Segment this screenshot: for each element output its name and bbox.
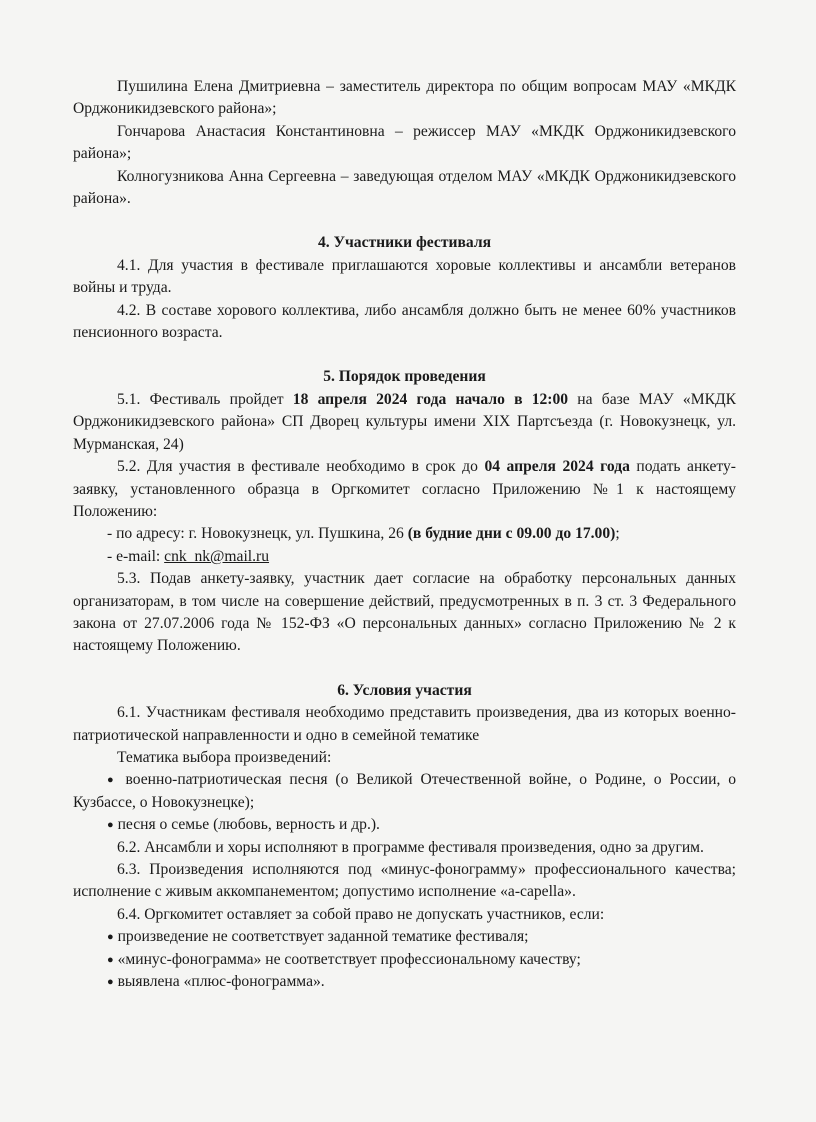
bullet-icon: ● xyxy=(107,976,114,989)
staff-member-2: Гончарова Анастасия Константиновна – режиссер МАУ «МКДК Орджоникидзевского района»; xyxy=(73,122,736,163)
reason-text: произведение не соответствует заданной тематике фестиваля; xyxy=(117,928,529,946)
address-end: ; xyxy=(615,525,620,543)
bullet-icon: ● xyxy=(107,819,114,832)
address-text: - по адресу: г. Новокузнецк, ул. Пушкина, 26 xyxy=(107,525,408,543)
section-4-2: 4.2. В составе хорового коллектива, либо ансамбля должно быть не менее 60% участников пенсионного возраста. xyxy=(73,301,736,342)
email-line xyxy=(73,546,736,568)
office-hours: (в будние дни с 09.00 до 17.00) xyxy=(407,525,616,543)
section-6-3: 6.3. Произведения исполняются под «минус-фонограмму» профессионального качества; исполнение с живым аккомпанементом; допустимо исполнение «а-capella». xyxy=(73,861,736,901)
section-5-2-text-b: подать анкету-заявку, установленного образца в Оргкомитет согласно Приложению №1 к настоящему Положению: xyxy=(73,458,736,520)
reason-item xyxy=(73,926,736,948)
festival-date: 18 апреля 2024 года начало в 12:00 xyxy=(292,390,569,408)
reason-item xyxy=(73,949,736,971)
theme-item xyxy=(73,769,736,814)
bullet-icon: ● xyxy=(107,931,114,944)
staff-member-3: Колногузникова Анна Сергеевна – заведующая отделом МАУ «МКДК Орджоникидзевского района». xyxy=(73,167,736,208)
section-5-2 xyxy=(73,456,736,523)
section-5-2-text-a: 5.2. Для участия в фестивале необходимо в срок до xyxy=(117,458,485,476)
theme-text: песня о семье (любовь, верность и др.). xyxy=(117,816,380,834)
section-6-2: 6.2. Ансамбли и хоры исполняют в программе фестиваля произведения, одно за другим. xyxy=(117,838,704,856)
section-6-title: 6. Условия участия xyxy=(337,681,472,699)
section-4-1: 4.1. Для участия в фестивале приглашаются хоровые коллективы и ансамбли ветеранов войны и труда. xyxy=(73,256,736,297)
reason-item xyxy=(73,971,736,993)
themes-label: Тематика выбора произведений: xyxy=(117,748,332,766)
section-5-title: 5. Порядок проведения xyxy=(323,368,486,386)
address-line xyxy=(73,523,736,545)
section-5-1-text-a: 5.1. Фестиваль пройдет xyxy=(117,390,293,408)
reason-text: «минус-фонограмма» не соответствует профессиональному качеству; xyxy=(117,950,581,968)
section-5-3: 5.3. Подав анкету-заявку, участник дает согласие на обработку персональных данных организаторам, в том числе на совершение действий, предусмотренных в п. 3 ст. 3 Федерального закона от 27.07.2006 года № 152-ФЗ «О персональных данных» согласно Приложению № 2 к настоящему Положению. xyxy=(73,570,736,655)
section-5-1-text-b: на базе МАУ «МКДК Орджоникидзевского района» СП Дворец культуры имени XIX Партсъезда (г. Новокузнецк, ул. Мурманская, 24) xyxy=(73,390,737,453)
email-link[interactable]: cnk_nk@mail.ru xyxy=(164,547,270,565)
email-label: - e-mail: xyxy=(107,547,165,565)
section-5-1 xyxy=(73,389,736,456)
reason-text: выявлена «плюс-фонограмма». xyxy=(117,973,325,991)
section-6-1: 6.1. Участникам фестиваля необходимо представить произведения, два из которых военно-патриотической направленности и одно в семейной тематике xyxy=(73,704,736,744)
theme-text: военно-патриотическая песня (о Великой Отечественной войне, о Родине, о России, о Кузбассе, о Новокузнецке); xyxy=(73,771,736,811)
bullet-icon: ● xyxy=(107,774,118,787)
application-deadline: 04 апреля 2024 года xyxy=(484,458,630,476)
bullet-icon: ● xyxy=(107,953,114,966)
staff-member-1: Пушилина Елена Дмитриевна – заместитель директора по общим вопросам МАУ «МКДК Орджоникидзевского района»; xyxy=(73,78,736,118)
theme-item xyxy=(73,814,736,836)
section-4-title: 4. Участники фестиваля xyxy=(317,234,492,252)
section-6-4: 6.4. Оргкомитет оставляет за собой право не допускать участников, если: xyxy=(117,905,605,923)
